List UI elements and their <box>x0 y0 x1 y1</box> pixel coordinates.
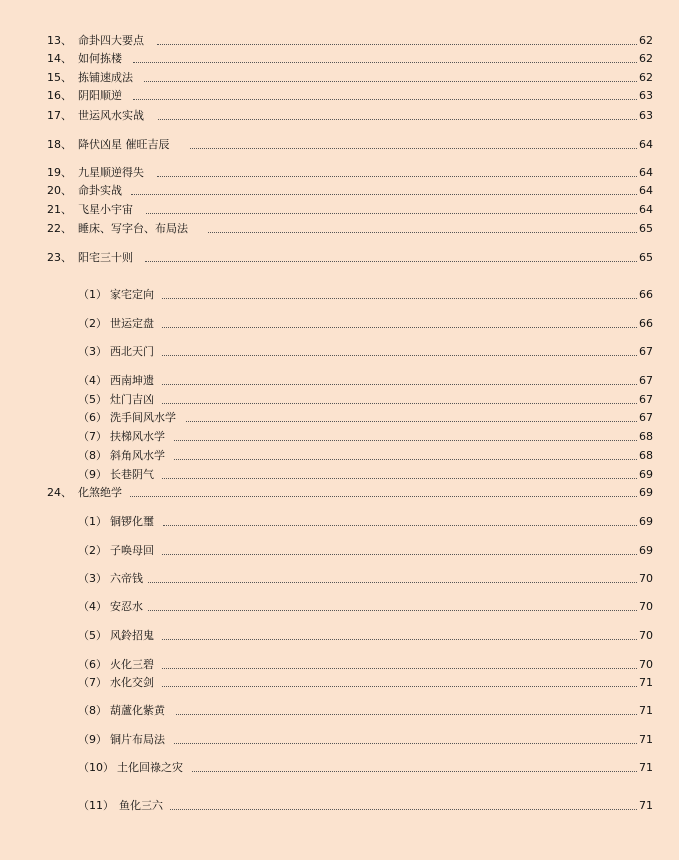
entry-title: 西南坤遗 <box>110 374 154 387</box>
entry-title: 阳宅三十则 <box>78 251 133 264</box>
toc-subentry[interactable] <box>0 467 679 483</box>
entry-page: 69 <box>639 486 653 499</box>
toc-entry-20[interactable] <box>0 183 679 199</box>
dot-leader <box>174 440 637 441</box>
entry-number: （3） <box>78 345 107 358</box>
entry-number: （6） <box>78 658 107 671</box>
entry-number: （4） <box>78 374 107 387</box>
entry-title: 鱼化三六 <box>119 799 163 812</box>
toc-subentry[interactable] <box>0 514 679 530</box>
entry-title: 火化三碧 <box>110 658 154 671</box>
dot-leader <box>162 384 637 385</box>
toc-subentry[interactable] <box>0 316 679 332</box>
entry-page: 67 <box>639 393 653 406</box>
entry-title: 风鈴招鬼 <box>110 629 154 642</box>
entry-number: （10） <box>78 761 114 774</box>
entry-number: 17、 <box>47 109 72 122</box>
dot-leader <box>162 639 637 640</box>
toc-subentry[interactable] <box>0 543 679 559</box>
toc-entry-23[interactable] <box>0 250 679 266</box>
entry-page: 69 <box>639 544 653 557</box>
dot-leader <box>170 809 637 810</box>
dot-leader <box>133 62 637 63</box>
entry-page: 68 <box>639 430 653 443</box>
dot-leader <box>174 743 637 744</box>
entry-title: 铜片布局法 <box>110 733 165 746</box>
entry-number: （9） <box>78 733 107 746</box>
toc-subentry[interactable] <box>0 732 679 748</box>
entry-number: （8） <box>78 704 107 717</box>
dot-leader <box>162 668 637 669</box>
entry-page: 67 <box>639 411 653 424</box>
entry-title: 葫蘆化紫黄 <box>110 704 165 717</box>
toc-subentry[interactable] <box>0 628 679 644</box>
entry-page: 63 <box>639 109 653 122</box>
toc-entry-17[interactable] <box>0 108 679 124</box>
toc-entry-18[interactable] <box>0 137 679 153</box>
toc-subentry[interactable] <box>0 287 679 303</box>
dot-leader <box>146 213 637 214</box>
entry-title: 命卦四大要点 <box>78 34 144 47</box>
dot-leader <box>162 403 637 404</box>
toc-subentry[interactable] <box>0 344 679 360</box>
dot-leader <box>162 327 637 328</box>
entry-page: 70 <box>639 572 653 585</box>
dot-leader <box>133 99 637 100</box>
dot-leader <box>130 496 637 497</box>
entry-number: 20、 <box>47 184 72 197</box>
entry-title: 水化交剑 <box>110 676 154 689</box>
entry-title: 洗手间风水学 <box>110 411 176 424</box>
dot-leader <box>131 194 637 195</box>
entry-title: 命卦实战 <box>78 184 122 197</box>
entry-number: （6） <box>78 411 107 424</box>
entry-page: 65 <box>639 222 653 235</box>
dot-leader <box>163 525 637 526</box>
toc-subentry[interactable] <box>0 429 679 445</box>
dot-leader <box>148 610 637 611</box>
toc-entry-13[interactable] <box>0 33 679 49</box>
dot-leader <box>190 148 637 149</box>
entry-page: 64 <box>639 166 653 179</box>
entry-number: 24、 <box>47 486 72 499</box>
entry-number: （5） <box>78 393 107 406</box>
entry-page: 63 <box>639 89 653 102</box>
toc-subentry[interactable] <box>0 448 679 464</box>
entry-title: 铜锣化璽 <box>110 515 154 528</box>
toc-subentry[interactable] <box>0 703 679 719</box>
toc-subentry[interactable] <box>0 373 679 389</box>
entry-number: 22、 <box>47 222 72 235</box>
entry-number: （1） <box>78 288 107 301</box>
entry-title: 睡床、写字台、布局法 <box>78 222 188 235</box>
entry-page: 71 <box>639 676 653 689</box>
entry-title: 土化回祿之灾 <box>117 761 183 774</box>
entry-page: 64 <box>639 203 653 216</box>
entry-title: 长巷阴气 <box>110 468 154 481</box>
dot-leader <box>144 81 637 82</box>
entry-page: 71 <box>639 761 653 774</box>
entry-number: 16、 <box>47 89 72 102</box>
entry-number: （11） <box>78 799 114 812</box>
dot-leader <box>208 232 637 233</box>
dot-leader <box>176 714 637 715</box>
entry-title: 如何拣楼 <box>78 52 122 65</box>
entry-number: （9） <box>78 468 107 481</box>
entry-page: 70 <box>639 629 653 642</box>
toc-entry-22[interactable] <box>0 221 679 237</box>
entry-title: 降伏凶星 催旺吉辰 <box>78 138 170 151</box>
entry-number: （2） <box>78 544 107 557</box>
dot-leader <box>157 44 637 45</box>
entry-page: 66 <box>639 317 653 330</box>
toc-entry-15[interactable] <box>0 70 679 86</box>
toc-subentry[interactable] <box>0 675 679 691</box>
entry-title: 斜角风水学 <box>110 449 165 462</box>
entry-page: 70 <box>639 600 653 613</box>
entry-page: 66 <box>639 288 653 301</box>
dot-leader <box>174 459 637 460</box>
entry-number: 13、 <box>47 34 72 47</box>
entry-page: 67 <box>639 345 653 358</box>
entry-page: 71 <box>639 733 653 746</box>
entry-number: 15、 <box>47 71 72 84</box>
entry-number: 18、 <box>47 138 72 151</box>
dot-leader <box>148 582 637 583</box>
dot-leader <box>162 554 637 555</box>
entry-number: （1） <box>78 515 107 528</box>
toc-subentry[interactable] <box>0 760 679 776</box>
dot-leader <box>162 355 637 356</box>
entry-title: 拣铺速成法 <box>78 71 133 84</box>
entry-number: （8） <box>78 449 107 462</box>
entry-number: （7） <box>78 430 107 443</box>
entry-page: 67 <box>639 374 653 387</box>
entry-title: 子唤母回 <box>110 544 154 557</box>
entry-number: 23、 <box>47 251 72 264</box>
toc-subentry[interactable] <box>0 392 679 408</box>
entry-page: 62 <box>639 52 653 65</box>
toc-subentry[interactable] <box>0 410 679 426</box>
entry-page: 68 <box>639 449 653 462</box>
entry-title: 家宅定向 <box>110 288 154 301</box>
entry-number: 19、 <box>47 166 72 179</box>
entry-title: 飞星小宇宙 <box>78 203 133 216</box>
entry-title: 灶门吉凶 <box>110 393 154 406</box>
dot-leader <box>162 686 637 687</box>
dot-leader <box>157 176 637 177</box>
dot-leader <box>145 261 637 262</box>
entry-title: 世运定盘 <box>110 317 154 330</box>
entry-number: （5） <box>78 629 107 642</box>
entry-number: （4） <box>78 600 107 613</box>
dot-leader <box>186 421 637 422</box>
toc-entry-19[interactable] <box>0 165 679 181</box>
toc-subentry[interactable] <box>0 599 679 615</box>
dot-leader <box>162 298 637 299</box>
entry-number: 21、 <box>47 203 72 216</box>
entry-page: 64 <box>639 138 653 151</box>
entry-title: 扶梯风水学 <box>110 430 165 443</box>
entry-title: 安忍水 <box>110 600 143 613</box>
dot-leader <box>192 771 637 772</box>
toc-entry-14[interactable] <box>0 51 679 67</box>
entry-number: （2） <box>78 317 107 330</box>
entry-title: 六帝钱 <box>110 572 143 585</box>
dot-leader <box>162 478 637 479</box>
toc-entry-24[interactable] <box>0 485 679 501</box>
dot-leader <box>158 119 637 120</box>
entry-title: 九星顺逆得失 <box>78 166 144 179</box>
entry-page: 71 <box>639 799 653 812</box>
entry-page: 65 <box>639 251 653 264</box>
entry-number: （7） <box>78 676 107 689</box>
entry-number: （3） <box>78 572 107 585</box>
entry-title: 阴阳顺逆 <box>78 89 122 102</box>
toc-subentry[interactable] <box>0 571 679 587</box>
entry-page: 62 <box>639 71 653 84</box>
toc-subentry[interactable] <box>0 798 679 814</box>
entry-page: 71 <box>639 704 653 717</box>
entry-page: 70 <box>639 658 653 671</box>
entry-page: 62 <box>639 34 653 47</box>
toc-entry-21[interactable] <box>0 202 679 218</box>
toc-subentry[interactable] <box>0 657 679 673</box>
entry-page: 69 <box>639 515 653 528</box>
toc-entry-16[interactable] <box>0 88 679 104</box>
entry-page: 69 <box>639 468 653 481</box>
entry-title: 化煞绝学 <box>78 486 122 499</box>
entry-number: 14、 <box>47 52 72 65</box>
entry-title: 西北天门 <box>110 345 154 358</box>
entry-title: 世运风水实战 <box>78 109 144 122</box>
entry-page: 64 <box>639 184 653 197</box>
